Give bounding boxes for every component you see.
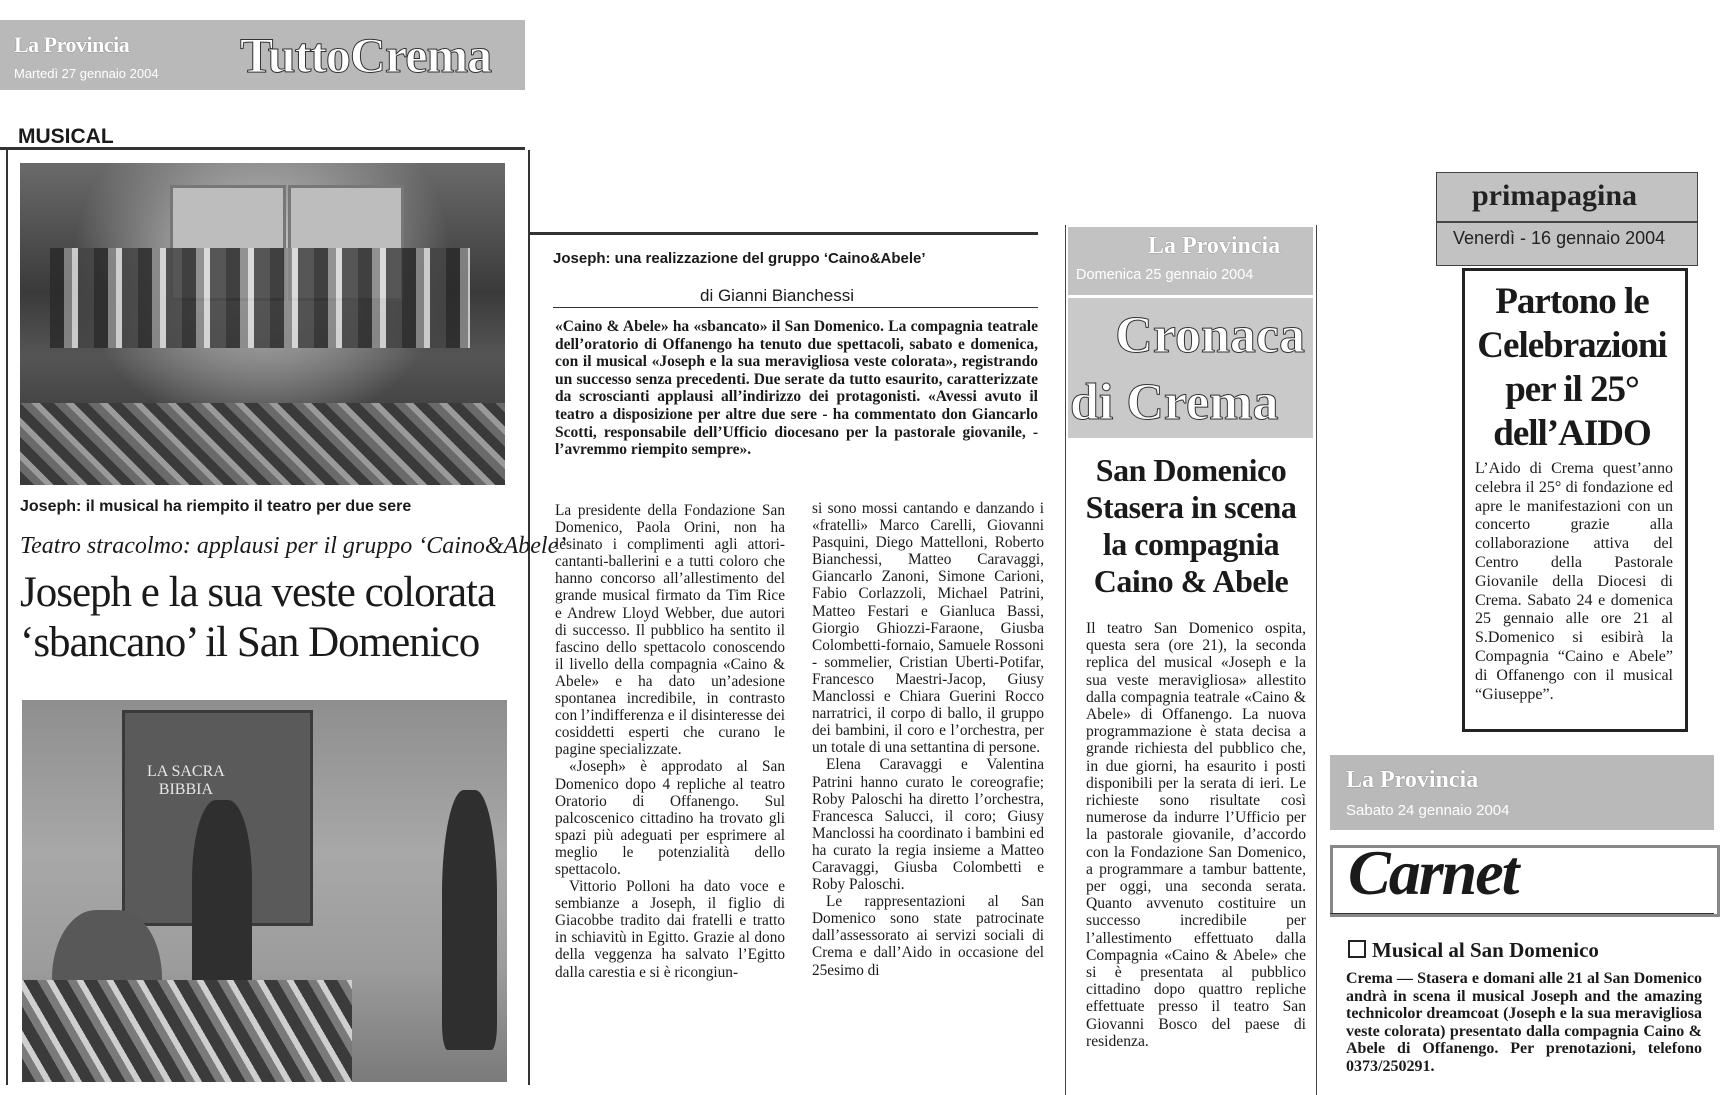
headline-line: Stasera in scena [1085,489,1297,525]
actor-figure [442,790,497,1050]
headline [1348,938,1599,963]
paragraph: «Joseph» è approdato al San Domenico dopo 4 repliche al teatro Oratorio di Offanengo. Sul palcoscenico cittadino ha trovato gli spazi più adeguati per esprimere al meglio le potenzialità dello spettacolo. [555,758,785,878]
clip-top-rule [530,232,1038,235]
article-body: Il teatro San Domenico ospita, questa sera (ore 21), la seconda replica del musical «Joseph e la sua veste meravigliosa» allestito dalla compagnia teatrale «Caino & Abele» di Offanengo. La nuova programmazione è stata decisa a grande richiesta del pubblico che, in due giorni, ha esaurito i posti disponibili per la serata di ieri. Le richieste sono risultate così numerose da indurre l’Ufficio per la pastorale giovanile, d’accordo con la Fondazione San Domenico, a programmare a tambur battente, per oggi, una seconda serata. Quanto avvenuto costituire un successo incredibile per l’allestimento effettuato dalla Compagnia «Caino & Abele» che si è presentata al pubblico cittadino dopo quattro repliche effettuate presso il teatro San Giovanni Bosco del paese di residenza. [1086,620,1306,1050]
actor-figure [192,800,252,1000]
headline [20,568,520,668]
headline-line: dell’AIDO [1493,413,1651,454]
issue-date: Sabato 24 gennaio 2004 [1346,802,1510,819]
tuttocrema-masthead [0,20,525,90]
paragraph: Elena Caravaggi e Valentina Patrini hanno curato le coreografie; Roby Paloschi ha diretto l’orchestra, Francesca Salucci, il coro; Giusy Manclossi ha coordinato i bambini ed ha curato la regia insieme a Matteo Caravaggi, Giusba Colombetti e Roby Paloschi. [812,756,1044,894]
checkbox-icon [1348,940,1366,958]
section-title: Cronaca [1115,307,1305,364]
divider [1330,913,1714,914]
paragraph: Vittorio Polloni ha dato voce e sembianze a Joseph, il figlio di Giacobbe tradito dai fratelli e tratto in schiavitù in Egitto. Grazie al dono della veggenza ha salvato l’Egitto dalla carestia e si è ricongiun- [555,878,785,981]
section-banner [1068,298,1313,438]
headline-line: per il 25° [1505,369,1639,410]
photo-caption: Joseph: il musical ha riempito il teatro per due sere [20,498,412,515]
paragraph: La presidente della Fondazione San Domenico, Paola Orini, non ha lesinato i complimenti agli attori-cantanti-ballerini e a tutti coloro che hanno concorso all’allestimento del grande musical firmato da Tim Rice e Andrew Lloyd Webber, due autori di successo. Il pubblico ha sentito il fascino dello spettacolo conoscendo il livello della compagnia «Caino & Abele» e ha dato un’adesione spontanea incredibile, in contrasto con l’indifferenza e il disinteresse dei cosiddetti esperti che curano le pagine specializzate. [555,502,785,759]
article-column [812,500,1044,979]
article-lead: «Caino & Abele» ha «sbancato» il San Domenico. La compagnia teatrale dell’oratorio di Offanengo ha tenuto due spettacoli, sabato e domenica, con il musical «Joseph e la sua meravigliosa veste colorata», registrando un successo senza precedenti. Due serate da tutto esaurito, caratterizzate da scroscianti applausi all’indirizzo dei protagonisti. «Avessi avuto il teatro a disposizione per altre due sere - ha commentato don Giancarlo Scotti, responsabile dell’Ufficio diocesano per la pastorale giovanile, - l’avremmo riempito sempre». [555,318,1038,459]
section-title: Carnet [1348,837,1518,908]
article-body: L’Aido di Crema quest’anno celebra il 25° di fondazione ed apre le manifestazioni con un concerto grazie alla collaborazione attiva del Centro della Pastorale Giovanile della Diocesi di Crema. Sabato 24 e domenica 25 gennaio alle ore 21 al S.Domenico si esibirà la Compagnia “Caino e Abele” di Offanengo con il musical “Giuseppe”. [1475,460,1673,703]
headline-line: ‘sbancano’ il San Domenico [20,619,480,666]
scene-photo [22,700,507,1082]
issue-date: Martedì 27 gennaio 2004 [14,66,159,81]
divider [1437,221,1697,223]
cronaca-masthead [1068,227,1313,295]
headline-line: Celebrazioni [1477,325,1667,366]
article-column [555,502,785,981]
issue-date: Venerdì - 16 gennaio 2004 [1453,228,1666,248]
section-kicker [0,127,525,150]
headline-text: Musical al San Domenico [1372,938,1599,962]
issue-date: Domenica 25 gennaio 2004 [1076,267,1254,283]
paragraph: si sono mossi cantando e danzando i «fratelli» Marco Carelli, Giovanni Pasquini, Diego Mattelloni, Roberto Bianchessi, Matteo Caravaggi, Giancarlo Zanoni, Simone Carioni, Fabio Corlazzoli, Michael Patrini, Matteo Festari e Gianluca Bassi, Giorgio Ghiozzi-Faraone, Giusba Colombetti-fornaio, Samuele Rossoni - sommelier, Cristian Uberti-Potifar, Francesco Maestri-Jacop, Giusy Manclossi e Chiara Guerini Rocco narratrici, il corpo di ballo, il gruppo dei bambini, il coro e l’orchestra, per un totale di una settantina di persone. [812,500,1044,757]
byline: di Gianni Bianchessi [700,286,855,305]
newspaper-name: primapagina [1472,179,1638,212]
stage-photo [20,163,505,485]
article-body: Crema — Stasera e domani alle 21 al San Domenico andrà in scena il musical Joseph and the amazing technicolor dreamcoat (Joseph e la sua meravigliosa veste colorata) presentato dalla compagnia Caino & Abele di Offanengo. Per prenotazioni, telefono 0373/250291. [1346,970,1702,1075]
headline-line: Partono le [1495,281,1649,322]
primapagina-masthead [1436,172,1698,266]
newspaper-name: La Provincia [14,32,130,57]
headline-line: San Domenico [1095,452,1287,488]
paragraph: Le rappresentazioni al San Domenico sono state patrocinate dall’assessorato ai servizi sociali di Crema e dall’Aido in occasione del 25esimo di [812,893,1044,979]
kicker-label: MUSICAL [0,127,120,147]
headline-line: Caino & Abele [1093,563,1289,599]
headline [1465,280,1679,456]
stage-floor [20,403,505,485]
bible-prop-label: LA SACRA BIBBIA [147,763,225,798]
headline-line: Joseph e la sua veste colorata [20,569,496,616]
article-kicker: Joseph: una realizzazione del gruppo ‘Caino&Abele’ [553,250,926,267]
section-title: TuttoCrema [240,27,492,83]
cast-figures [50,248,470,348]
headline-line: la compagnia [1102,526,1280,562]
carnet-masthead [1330,755,1714,830]
divider [553,307,1038,308]
newspaper-name: La Provincia [1148,233,1281,259]
headline [1072,452,1310,600]
subheadline: Teatro stracolmo: applausi per il gruppo ‘Caino&Abele’ [20,533,567,559]
newspaper-name: La Provincia [1346,767,1479,793]
section-title: di Crema [1070,374,1279,431]
costume-pile [22,980,352,1082]
